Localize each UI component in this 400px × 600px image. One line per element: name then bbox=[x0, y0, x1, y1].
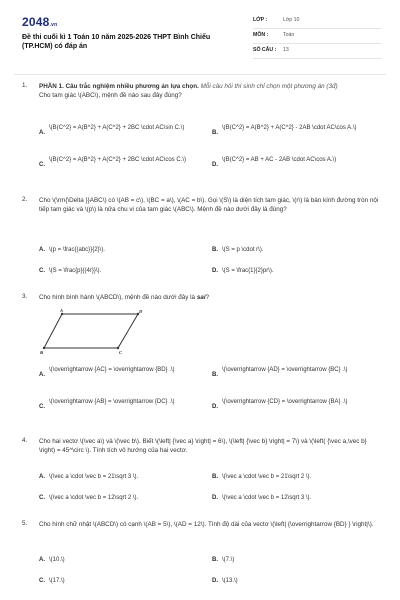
option-letter: C. bbox=[39, 268, 45, 274]
option-letter: C. bbox=[39, 404, 45, 410]
option-text: \(\vec a \cdot \vec b = 12\sqrt 2 \). bbox=[49, 495, 139, 501]
option-text: \(13.\) bbox=[222, 578, 238, 584]
question-number: 4. bbox=[22, 437, 28, 444]
option-text: \(S = p \cdot r\). bbox=[222, 247, 264, 253]
header-divider bbox=[14, 74, 386, 75]
option-text: \(7.\) bbox=[222, 557, 235, 563]
part-note: Mỗi câu hỏi thí sinh chỉ chọn một phương án (3đ) bbox=[200, 83, 338, 90]
vertex-label-d: D bbox=[139, 309, 143, 314]
option-letter: C. bbox=[39, 578, 45, 584]
option-text: \(\vec a \cdot \vec b = 12\sqrt 3 \). bbox=[222, 495, 312, 501]
exam-meta bbox=[253, 14, 381, 59]
question-stem: Cho tam giác \(ABC\), mệnh đề nào sau đây đúng? bbox=[39, 92, 182, 100]
meta-key: LỚP : bbox=[253, 17, 268, 24]
option-text: \(p = \frac{(abc}}{2}\). bbox=[49, 247, 105, 253]
question-text: Cho hình chữ nhật \(ABCD\) có cạnh \(AB = 5\), \(AD = 12\). Tính độ dài của vectơ \(\left| {\overrightarrow {BD} } \right|\). bbox=[39, 521, 374, 528]
question-emphasis: sai bbox=[196, 294, 206, 301]
question-number: 5. bbox=[22, 520, 28, 527]
question-text bbox=[39, 82, 381, 101]
option-text: \(S = \frac{p}{(4r}}\). bbox=[49, 268, 102, 274]
option-text: \(\overrightarrow {AB} = \overrightarrow {DC} .\) bbox=[49, 399, 175, 405]
option-letter: D. bbox=[212, 162, 218, 168]
option-letter: A. bbox=[39, 474, 45, 480]
logo-suffix: .vn bbox=[49, 22, 58, 28]
option-letter: B. bbox=[212, 130, 218, 136]
option-text: \(\overrightarrow {AD} = \overrightarrow {BC} .\) bbox=[222, 367, 348, 373]
meta-key: SỐ CÂU : bbox=[253, 47, 277, 54]
option-letter: D. bbox=[212, 268, 218, 274]
vertex-label-c: C bbox=[119, 350, 123, 355]
option-letter: C. bbox=[39, 162, 45, 168]
option-letter: A. bbox=[39, 372, 45, 378]
site-logo[interactable] bbox=[22, 14, 57, 30]
page-header bbox=[0, 0, 400, 72]
vertex-label-b: B bbox=[40, 350, 44, 355]
option-letter: D. bbox=[212, 578, 218, 584]
question-stem: Cho hình bình hành \(ABCD\), mệnh đề nào dưới đây là bbox=[39, 294, 197, 301]
meta-row-class bbox=[253, 14, 381, 29]
meta-value: Lớp 10 bbox=[283, 17, 300, 24]
question-number: 1. bbox=[22, 82, 28, 89]
option-text: \(B(C^2} = A(B^2} + A(C^2} - 2AB \cdot AC\cos A.\) bbox=[222, 125, 357, 131]
option-letter: B. bbox=[212, 372, 218, 378]
option-text: \(B(C^2} = A(B^2} + A(C^2} + 2BC \cdot AC\cos C.\) bbox=[49, 157, 187, 163]
question-number: 3. bbox=[22, 293, 28, 300]
option-text: \(17.\) bbox=[49, 578, 65, 584]
meta-value: Toán bbox=[283, 32, 295, 39]
option-letter: A. bbox=[39, 247, 45, 253]
question-number: 2. bbox=[22, 196, 28, 203]
vertex-label-a: A bbox=[60, 308, 64, 313]
option-letter: B. bbox=[212, 474, 218, 480]
question-stem-end: ? bbox=[205, 294, 210, 301]
option-text: \(\overrightarrow {CD} = \overrightarrow {BA} .\) bbox=[222, 399, 348, 405]
option-text: \(\vec a \cdot \vec b = 21\sqrt 2 \). bbox=[222, 474, 312, 480]
option-text: \(B(C^2} = A(B^2} + A(C^2} + 2BC \cdot AC\sin C.\) bbox=[49, 125, 185, 131]
logo-text: 2048 bbox=[22, 15, 50, 29]
option-letter: D. bbox=[212, 495, 218, 501]
question-text: Cho hai vectơ \(\vec a\) và \(\vec b\). Biết \(\left| {\vec a} \right| = 6\), \(\left| {\vec b} \right| = 7\) và \(\left( {\vec a,\vec b} \right) = 45^\circ \). Tính tích vô hướng của hai vectơ. bbox=[39, 438, 367, 455]
option-letter: A. bbox=[39, 130, 45, 136]
meta-row-subject bbox=[253, 29, 381, 44]
meta-row-count bbox=[253, 44, 381, 59]
meta-value: 13 bbox=[283, 47, 289, 54]
meta-key: MÔN : bbox=[253, 32, 269, 39]
page-title: Đề thi cuối kì 1 Toán 10 năm 2025-2026 THPT Bình Chiểu (TP.HCM) có đáp án bbox=[22, 34, 211, 51]
option-text: \(S = \frac{1}{2}pr\). bbox=[222, 268, 274, 274]
question-text bbox=[39, 293, 381, 302]
option-letter: C. bbox=[39, 495, 45, 501]
parallelogram-figure bbox=[38, 308, 146, 356]
option-letter: B. bbox=[212, 557, 218, 563]
option-text: \(\vec a \cdot \vec b = 21\sqrt 3 \). bbox=[49, 474, 139, 480]
question-text: Cho \(\rm{\Delta }}ABC\) có \(AB = c\), \(BC = a\), \(AC = b\). Gọi \(S\) là diện tích tam giác, \(r\) là bán kính đường tròn nội tiếp tam giác và \(p\) là nửa chu vi của tam giác \(ABC\). Mệnh đề nào dưới đây là đúng? bbox=[39, 197, 379, 214]
option-text: \(\overrightarrow {AC} = \overrightarrow {BD} .\) bbox=[49, 367, 175, 373]
part-label: PHẦN 1. Câu trắc nghiệm nhiều phương án lựa chọn. bbox=[39, 83, 199, 90]
option-letter: B. bbox=[212, 247, 218, 253]
option-text: \(10.\) bbox=[49, 557, 65, 563]
option-text: \(B(C^2} = AB + AC - 2AB \cdot AC\cos A.\) bbox=[222, 157, 337, 163]
option-letter: A. bbox=[39, 557, 45, 563]
option-letter: D. bbox=[212, 404, 218, 410]
